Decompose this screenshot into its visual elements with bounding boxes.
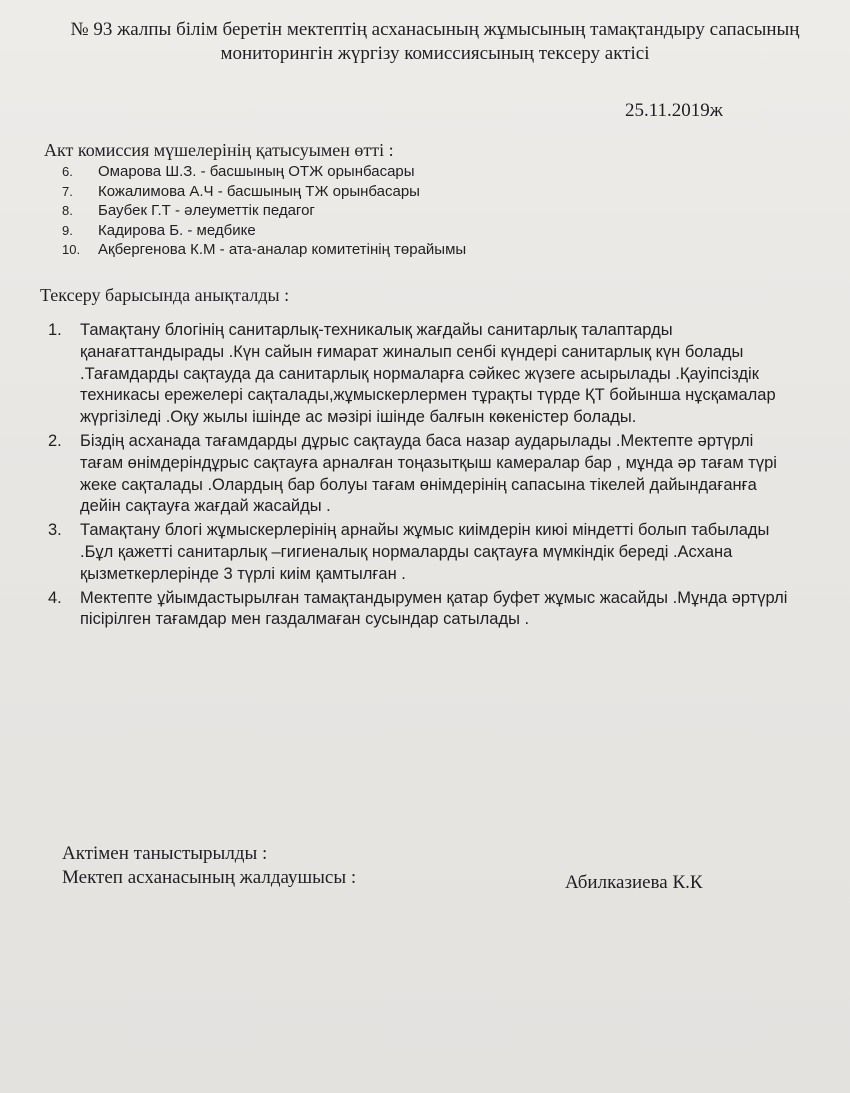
document-title [40,18,830,66]
finding-item [40,320,800,429]
finding-text: Тамақтану блогінің санитарлық-техникалық жағдайы санитарлық талаптарды қанағаттандырады .Күн сайын ғимарат жиналып сенбі күндері санитарлық күн болады .Тағамдарды сақтауда да санитарлық нормаларға сәйкес жүзеге асырылады .Қауіпсіздік техникасы ережелері сақталады,жұмыскерлермен тұрақты түрде ҚТ бойынша нұсқамалар жүргізіледі .Оқу жылы ішінде ас мәзірі ішінде балғын көкеністер болады. [80,321,776,427]
finding-number: 2. [48,431,62,450]
findings-list [40,320,800,633]
member-text: Омарова Ш.З. - басшының ОТЖ орынбасары [98,163,415,181]
intro-text: Акт комиссия мүшелерінің қатысуымен өтті : [44,140,394,160]
member-item [62,240,466,260]
member-number: 8. [62,203,73,219]
member-item [62,201,466,221]
finding-text: Тамақтану блогі жұмыскерлерінің арнайы жұмыс киімдерін киюі міндетті болып табылады .Бұл қажетті санитарлық –гигиеналық нормаларды сақтауға мүмкіндік береді .Асхана қызметкерлерінде 3 түрлі киім қамтылған . [80,521,770,583]
acknowledgement-line-2: Мектеп асханасының жалдаушысы : [62,867,357,888]
title-line-1: № 93 жалпы білім беретін мектептің асханасының жұмысының тамақтандыру сапасының [70,19,800,40]
document-date: 25.11.2019ж [625,100,723,121]
signer-name: Абилказиева К.К [565,872,703,893]
member-number: 7. [62,183,73,199]
member-item [62,182,466,202]
member-text: Баубек Г.Т - әлеуметтік педагог [98,202,315,220]
member-item [62,162,466,182]
finding-text: Біздің асханада тағамдарды дұрыс сақтауда баса назар аударылады .Мектепте әртүрлі тағам өнімдеріндұрыс сақтауға арналған тоңазытқыш камералар бар , мұнда әр тағам түрі жеке сақталады .Олардың бар болуы тағам өнімдерінің сапасына тікелей дайындағанға дейін сақтауға жағдай жасайды . [80,431,777,516]
finding-item [40,520,800,585]
member-text: Кожалимова А.Ч - басшының ТЖ орынбасары [98,182,420,200]
finding-text: Мектепте ұйымдастырылған тамақтандырумен қатар буфет жұмыс жасайды .Мұнда әртүрлі пісірілген тағамдар мен газдалмаған сусындар сатылады . [80,588,788,629]
finding-item [40,431,800,518]
finding-number: 4. [48,588,62,607]
findings-heading: Тексеру барысында анықталды : [40,285,290,305]
member-number: 9. [62,222,73,238]
members-list [62,162,466,260]
member-item [62,221,466,241]
finding-number: 3. [48,521,62,540]
acknowledgement-block [62,842,356,890]
member-number: 10. [62,242,81,258]
finding-number: 1. [48,321,62,339]
acknowledgement-line-1: Актімен таныстырылды : [62,843,268,864]
finding-item [40,588,800,632]
member-number: 6. [62,164,73,180]
title-line-2: мониторингін жүргізу комиссиясының тексеру актісі [220,43,650,64]
member-text: Ақбергенова К.М - ата-аналар комитетінің төрайымы [98,241,467,259]
member-text: Кадирова Б. - медбике [98,221,256,239]
